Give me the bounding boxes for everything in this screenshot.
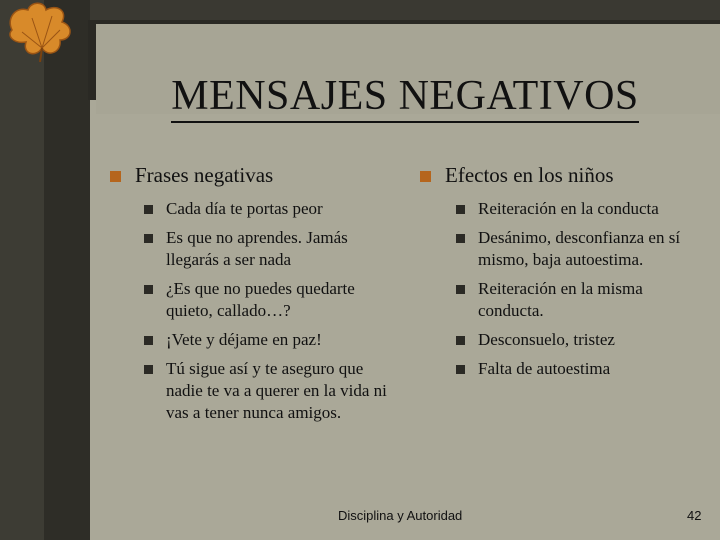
list-item: Desconsuelo, tristez	[456, 329, 710, 351]
list-item: ¡Vete y déjame en paz!	[144, 329, 400, 351]
top-dark-band	[90, 0, 720, 20]
list-item: Desánimo, desconfianza en sí mismo, baja autoestima.	[456, 227, 710, 271]
footer-text: Disciplina y Autoridad	[338, 508, 463, 523]
list-item: ¿Es que no puedes quedarte quieto, callado…?	[144, 278, 400, 322]
bullet-icon	[144, 336, 153, 345]
autumn-leaf-icon	[2, 0, 82, 62]
bullet-icon	[456, 285, 465, 294]
right-list	[456, 198, 710, 380]
left-heading: Frases negativas	[110, 163, 400, 188]
page-title: MENSAJES NEGATIVOS	[0, 72, 720, 120]
right-column	[420, 163, 710, 387]
list-item: Tú sigue así y te aseguro que nadie te va a querer en la vida ni vas a tener nunca amigos.	[144, 358, 400, 424]
bullet-icon	[456, 205, 465, 214]
bullet-icon	[456, 365, 465, 374]
list-item: Reiteración en la misma conducta.	[456, 278, 710, 322]
bullet-icon	[144, 205, 153, 214]
bullet-icon	[110, 171, 121, 182]
bullet-icon	[144, 285, 153, 294]
list-item: Cada día te portas peor	[144, 198, 400, 220]
left-column	[110, 163, 400, 431]
bullet-icon	[144, 234, 153, 243]
bullet-icon	[420, 171, 431, 182]
bullet-icon	[456, 336, 465, 345]
list-item: Falta de autoestima	[456, 358, 710, 380]
page-number: 42	[687, 508, 702, 523]
list-item: Es que no aprendes. Jamás llegarás a ser nada	[144, 227, 400, 271]
left-list	[144, 198, 400, 424]
list-item: Reiteración en la conducta	[456, 198, 710, 220]
bullet-icon	[456, 234, 465, 243]
bullet-icon	[144, 365, 153, 374]
right-heading: Efectos en los niños	[420, 163, 710, 188]
